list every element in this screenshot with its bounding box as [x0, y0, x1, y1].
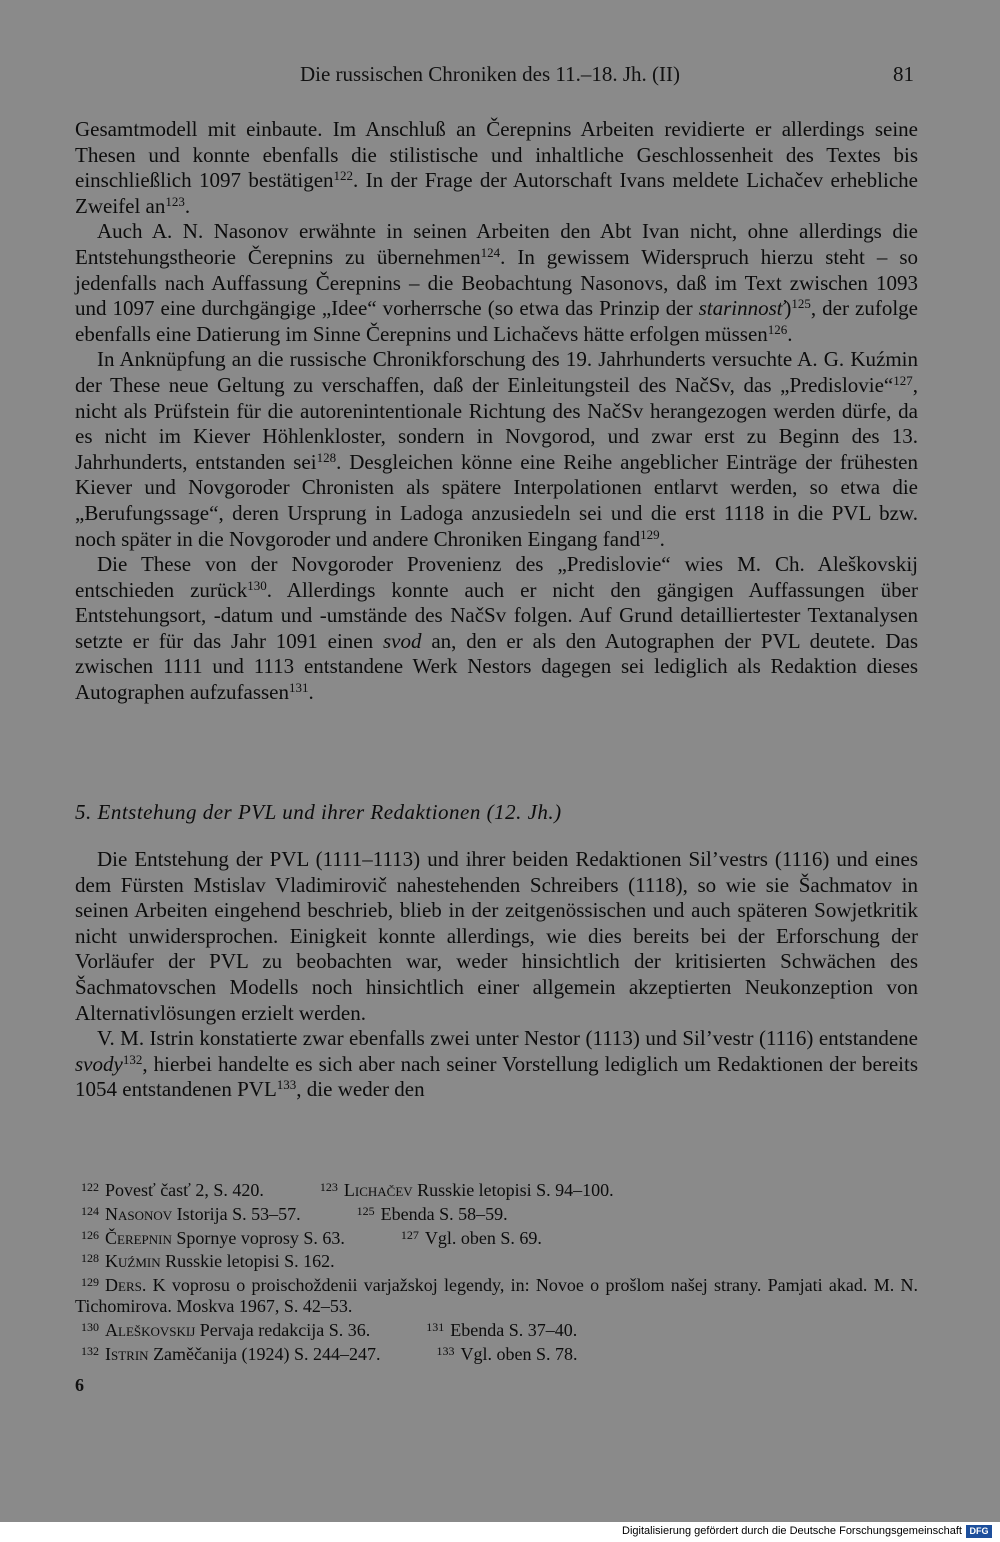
text-run: )	[784, 296, 792, 321]
body-text-section-4	[75, 117, 918, 706]
text-run: , der zufolge ebenfalls eine Datierung im Sinne Čerepnins und Lichačevs hätte erfolgen müssen	[75, 296, 918, 346]
text-run: .	[659, 526, 665, 551]
funding-note: Digitalisierung gefördert durch die Deutsche Forschungsgemeinschaft	[622, 1525, 962, 1537]
paragraph	[75, 219, 918, 347]
footnote-number: 122	[81, 1180, 99, 1194]
paragraph	[75, 1026, 918, 1103]
footnote-number: 128	[81, 1251, 99, 1266]
footnote-line	[75, 1201, 918, 1225]
paragraph	[75, 117, 918, 219]
running-title: Die russischen Chroniken des 11.–18. Jh. (II)	[299, 62, 681, 86]
footnote-text: Vgl. oben S. 69.	[424, 1227, 542, 1248]
footnote-text: Zaměčanija (1924) S. 244–247.	[148, 1343, 381, 1364]
footer-bar	[0, 1522, 1000, 1542]
footnote-text: K voprosu o proischoždenii varjažskoj legendy, in: Novoe o prošlom našej strany. Pamjati akad. M. N. Tichomirova. Moskva 1967, S. 42–53.	[75, 1275, 918, 1316]
text-run: , hierbei handelte es sich aber nach seiner Vorstellung lediglich um Redaktionen der bereits 1054 entstandenen PVL	[75, 1051, 918, 1102]
footnote-text: Ebenda S. 37–40.	[450, 1319, 578, 1340]
footnote-author: Ders.	[105, 1275, 147, 1296]
footnote	[351, 1201, 508, 1225]
footnote-line	[75, 1272, 918, 1317]
footnote-ref: 127	[893, 372, 913, 388]
footnote	[314, 1177, 614, 1201]
footnote-ref: 133	[276, 1077, 297, 1093]
footnote-number: 132	[81, 1343, 99, 1358]
footnote-number: 123	[319, 1180, 338, 1194]
footnote-text: Povesť časť 2, S. 420.	[105, 1180, 264, 1200]
footnote-number: 126	[81, 1227, 99, 1242]
footnote-author: Istrin	[105, 1343, 149, 1364]
text-run: . Allerdings konnte auch er nicht den gängigen Auffassungen über Entstehungsort, -datum und -umstände des NačSv folgen. Auf Grund detailliertester Textanalysen setzte er für das Jahr 1091 einen	[75, 577, 918, 653]
footnote-line	[75, 1177, 918, 1201]
footnote-ref: 123	[165, 193, 185, 209]
footnote-ref: 122	[333, 168, 354, 184]
running-header	[0, 62, 1000, 92]
footnote-number: 127	[400, 1227, 419, 1242]
body-text-section-5	[75, 847, 918, 1103]
text-run: .	[787, 321, 793, 346]
footnote	[75, 1201, 301, 1225]
text-run: V. M. Istrin konstatierte zwar ebenfalls zwei unter Nestor (1113) und Sil’vestr (1116) entstandene	[97, 1026, 918, 1051]
footnote-number: 133	[436, 1343, 455, 1358]
text-run: , nicht als Prüfstein für die autorenintentionale Richtung des NačSv herangezogen werden dürfe, da es nicht im Kiever Höhlenkloster, sondern in Novgorod, und zwar erst zu Beginn des 13. Jahrhunderts, entstanden sei	[75, 372, 918, 474]
signature-mark: 6	[75, 1375, 84, 1395]
footnote-text: Russkie letopisi S. 94–100.	[412, 1180, 614, 1200]
footnote-text: Russkie letopisi S. 162.	[160, 1251, 335, 1272]
footnote-number: 130	[81, 1319, 99, 1334]
footnote-author: Aleškovskij	[105, 1319, 196, 1340]
footnote-number: 129	[81, 1275, 99, 1290]
footnote-ref: 125	[791, 296, 811, 312]
paragraph	[75, 347, 918, 552]
footnote-author: Čerepnin	[105, 1227, 172, 1248]
italic-term: svod	[382, 628, 422, 653]
footnote	[431, 1341, 578, 1365]
footnote-ref: 129	[640, 526, 660, 542]
text-run: , die weder den	[296, 1077, 425, 1102]
footnote-ref: 132	[122, 1051, 143, 1067]
footnote-number: 131	[426, 1319, 445, 1334]
footnote-author: Kuźmin	[105, 1251, 161, 1272]
section-heading: 5. Entstehung der PVL und ihrer Redaktionen (12. Jh.)	[75, 800, 562, 824]
paragraph	[75, 847, 918, 1026]
footnote	[75, 1225, 345, 1249]
footnote-number: 124	[81, 1203, 99, 1218]
footnote-line	[75, 1317, 918, 1341]
text-run: Gesamtmodell mit einbaute. Im Anschluß an Čerepnins Arbeiten revidierte er allerdings seine Thesen und konnte ebenfalls die stilistische und inhaltliche Geschlossenheit des Textes bis einschließlich 1097 bestätigen	[75, 117, 918, 193]
text-run: Die These von der Novgoroder Provenienz des „Predislovie“ wies M. Ch. Aleškovskij entschieden zurück	[75, 552, 918, 602]
footnote-ref: 128	[316, 449, 337, 465]
footnotes	[75, 1177, 918, 1364]
text-run: Die Entstehung der PVL (1111–1113) und ihrer beiden Redaktionen Sil’vestrs (1116) und eines dem Fürsten Mstislav Vladimirovič nahestehenden Schreibers (1118), so wie sie Šachmatov in seinen Arbeiten eingehend beschrieb, blieb in der zeitgenössischen und auch späteren Sowjetkritik nicht unwidersprochen. Einigkeit konnte allerdings, wie dies bereits bei der Erforschung der Vorläufer der PVL zu beobachten war, weder hinsichtlich der kritisierten Schwächen des Šachmatovschen Modells noch hinsichtlich einer allgemein akzeptierten Neukonzeption von Alternativlösungen erzielt werden.	[75, 847, 918, 1025]
footnote	[420, 1317, 577, 1341]
footnote	[75, 1341, 381, 1365]
footnote-text: Pervaja redakcija S. 36.	[195, 1319, 371, 1340]
footnote-line	[75, 1225, 918, 1249]
footnote-text: Spornye voprosy S. 63.	[171, 1227, 345, 1248]
footnote-line	[75, 1341, 918, 1365]
text-run: . In der Frage der Autorschaft Ivans meldete Lichačev erhebliche Zweifel an	[75, 168, 918, 218]
footnote-ref: 126	[767, 321, 788, 337]
footnote-text: Istorija S. 53–57.	[172, 1203, 301, 1224]
footnote-ref: 130	[247, 577, 267, 593]
text-run: . In gewissem Widerspruch hierzu steht – so jedenfalls nach Auffassung Čerepnins – die Beobachtung Nasonovs, daß im Text zwischen 1093 und 1097 eine durchgängige „Idee“ vorherrsche (so etwa das Prinzip der	[75, 244, 918, 321]
italic-term: svody	[75, 1051, 123, 1076]
footnote	[75, 1275, 918, 1316]
footnote-author: Nasonov	[105, 1203, 173, 1224]
text-run: .	[308, 680, 314, 705]
italic-term: starinnosť	[698, 296, 785, 321]
footnote	[75, 1317, 370, 1341]
dfg-logo: DFG	[966, 1525, 992, 1538]
text-run: Auch A. N. Nasonov erwähnte in seinen Arbeiten den Abt Ivan nicht, ohne allerdings die Entstehungstheorie Čerepnins zu übernehmen	[75, 219, 918, 269]
text-run: In Anknüpfung an die russische Chronikforschung des 19. Jahrhunderts versuchte A. G. Kuźmin der These neue Geltung zu verschaffen, daß der Einleitungsteil des NačSv, das „Predislovie“	[75, 347, 918, 397]
text-run: .	[184, 193, 191, 218]
footnote-ref: 131	[289, 680, 309, 696]
footnote-text: Vgl. oben S. 78.	[460, 1343, 578, 1364]
footnote-line	[75, 1248, 918, 1272]
footnote	[395, 1225, 542, 1249]
paragraph	[75, 552, 918, 706]
text-run: . Desgleichen könne eine Reihe angeblicher Einträge der frühesten Kiever und Novgoroder Chronisten als spätere Interpolationen entlarvt werden, so etwa die „Berufungssage“, deren Ursprung in Ladoga anzusiedeln sei und die erst 1118 in die PVL bzw. noch später in die Novgoroder und andere Chroniken Eingang fand	[75, 449, 918, 551]
footnote-number: 125	[356, 1203, 375, 1218]
page-number: 81	[893, 62, 914, 86]
footnote-text: Ebenda S. 58–59.	[380, 1203, 508, 1224]
footnote-ref: 124	[480, 244, 501, 260]
footnote-author: Lichačev	[343, 1180, 413, 1200]
footnote	[75, 1248, 335, 1272]
footnote	[75, 1177, 264, 1201]
text-run: an, den er als den Autographen der PVL deutete. Das zwischen 1111 und 1113 entstandene Werk Nestors dagegen sei lediglich als Redaktion dieses Autographen aufzufassen	[75, 628, 919, 705]
